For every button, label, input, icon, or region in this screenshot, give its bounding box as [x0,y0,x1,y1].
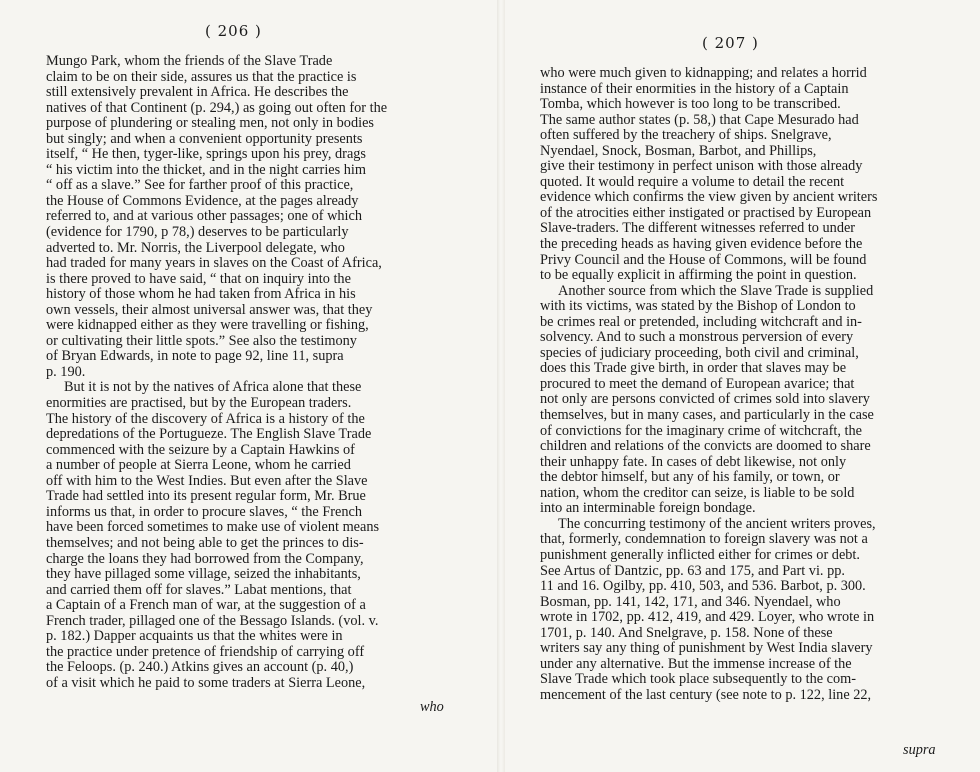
page-number: ( 206 ) [205,22,262,40]
text-line: solvency. And to such a monstrous perversion of every [540,329,854,346]
text-line: “ off as a slave.” See for farther proof of this practice, [46,177,354,194]
text-line: of convictions for the imaginary crime of witchcraft, the [540,422,862,439]
text-line: claim to be on their side, assures us that the practice is [46,68,357,85]
text-line: that, formerly, condemnation to foreign slavery was not a [540,531,868,548]
text-line: Tomba, which however is too long to be transcribed. [540,96,841,113]
text-line: commenced with the seizure by a Captain Hawkins of [46,441,355,458]
text-line: But it is not by the natives of Africa alone that these [64,379,362,396]
text-line: informs us that, in order to procure slaves, “ the French [46,503,363,520]
text-line: Slave Trade which took place subsequently to the com- [540,671,857,688]
text-line: their unhappy fate. In cases of debt likewise, not only [540,453,847,470]
text-line: instance of their enormities in the history of a Captain [540,80,849,97]
text-line: purpose of plundering or stealing men, not only in bodies [46,115,374,132]
page-number: ( 207 ) [702,34,759,52]
text-line: The concurring testimony of the ancient writers proves, [558,515,876,532]
text-line: See Artus of Dantzic, pp. 63 and 175, and Part vi. pp. [540,562,845,579]
text-line: a Captain of a French man of war, at the suggestion of a [46,597,366,614]
text-line: (evidence for 1790, p 78,) deserves to be particularly [46,224,349,241]
text-line: Nyendael, Snock, Bosman, Barbot, and Phillips, [540,142,817,159]
text-line: Privy Council and the House of Commons, will be found [540,251,867,268]
text-line: had traded for many years in slaves on the Coast of Africa, [46,255,382,272]
text-line: quoted. It would require a volume to detail the recent [540,173,845,190]
text-line: often suffered by the treachery of ships. Snelgrave, [540,127,832,144]
text-line: children and relations of the convicts are doomed to share [540,438,871,455]
text-line: charge the loans they had borrowed from the Company, [46,550,364,567]
text-line: The same author states (p. 58,) that Cape Mesurado had [540,111,859,128]
text-line: procured to meet the demand of European avarice; that [540,375,855,392]
text-line: p. 190. [46,363,86,380]
page-text [540,66,938,703]
text-line: of the atrocities either instigated or practised by European [540,204,872,221]
text-line: off with him to the West Indies. But even after the Slave [46,472,368,489]
text-line: is there proved to have said, “ that on inquiry into the [46,270,351,287]
text-line: Bosman, pp. 141, 142, 171, and 346. Nyendael, who [540,593,841,610]
text-line: French trader, pillaged one of the Bessago Islands. (vol. v. [46,612,379,629]
text-line: Slave-traders. The different witnesses referred to under [540,220,856,237]
text-line: punishment generally inflicted either for crimes or debt. [540,546,860,563]
text-line: depredations of the Portugueze. The English Slave Trade [46,426,372,443]
text-line: they have pillaged some village, seized the inhabitants, [46,566,361,583]
text-line: natives of that Continent (p. 294,) as going out often for the [46,99,388,116]
text-line: be crimes real or pretended, including witchcraft and in- [540,313,862,330]
text-line: does this Trade give birth, in order that slaves may be [540,360,847,377]
text-line: enormities are practised, but by the European traders. [46,395,352,412]
text-line: history of those whom he had taken from Africa in his [46,286,356,303]
text-line: of a visit which he paid to some traders at Sierra Leone, [46,674,366,691]
text-line: species of judiciary proceeding, both civil and criminal, [540,344,859,361]
text-line: evidence which confirms the view given by ancient writers [540,189,878,206]
text-line: the debtor himself, but any of his family, or town, or [540,469,840,486]
text-line: who were much given to kidnapping; and relates a horrid [540,65,867,81]
text-line: into an interminable foreign bondage. [540,500,756,517]
right-page [505,0,980,772]
text-line: were kidnapped either as they were travelling or fishing, [46,317,369,334]
text-line: give their testimony in perfect unison with those already [540,158,863,175]
text-line: 11 and 16. Ogilby, pp. 410, 503, and 536. Barbot, p. 300. [540,578,866,595]
text-line: to be equally explicit in affirming the point in question. [540,267,857,284]
text-line: the preceding heads as having given evidence before the [540,236,863,253]
text-line: still extensively prevalent in Africa. He describes the [46,84,349,101]
text-line: but singly; and when a convenient opportunity presents [46,130,363,147]
page-text [46,54,442,691]
text-line: “ his victim into the thicket, and in the night carries him [46,161,367,178]
text-line: nation, whom the creditor can seize, is liable to be sold [540,484,855,501]
text-line: referred to, and at various other passages; one of which [46,208,363,225]
text-line: under any alternative. But the immense increase of the [540,655,852,672]
text-line: The history of the discovery of Africa is a history of the [46,410,365,427]
text-line: mencement of the last century (see note to p. 122, line 22, [540,686,872,703]
text-line: with its victims, was stated by the Bishop of London to [540,298,856,315]
text-line: and carried them off for slaves.” Labat mentions, that [46,581,352,598]
text-line: or cultivating their little spots.” See also the testimony [46,332,357,349]
text-line: of Bryan Edwards, in note to page 92, line 11, supra [46,348,344,365]
text-line: wrote in 1702, pp. 412, 419, and 429. Loyer, who wrote in [540,609,875,626]
text-line: 1701, p. 140. And Snelgrave, p. 158. None of these [540,624,833,641]
text-line: the Feloops. (p. 240.) Atkins gives an account (p. 40,) [46,659,354,676]
text-line: adverted to. Mr. Norris, the Liverpool delegate, who [46,239,345,256]
text-line: a number of people at Sierra Leone, whom he carried [46,457,351,474]
text-line: writers say any thing of punishment by West India slavery [540,640,873,657]
catchword: who [420,699,444,715]
text-line: own vessels, their almost universal answer was, that they [46,301,373,318]
text-line: the practice under pretence of friendship of carrying off [46,643,365,660]
text-line: itself, “ He then, tyger-like, springs upon his prey, drags [46,146,366,163]
text-line: Mungo Park, whom the friends of the Slave Trade [46,53,333,69]
text-line: themselves, but in many cases, and particularly in the case [540,407,874,424]
text-line: Trade had settled into its present regular form, Mr. Brue [46,488,366,505]
text-line: Another source from which the Slave Trade is supplied [558,282,874,299]
text-line: p. 182.) Dapper acquaints us that the whites were in [46,628,343,645]
text-line: have been forced sometimes to make use of violent means [46,519,380,536]
text-line: themselves; and not being able to get the princes to dis- [46,534,364,551]
text-line: the House of Commons Evidence, at the pages already [46,192,359,209]
text-line: not only are persons convicted of crimes sold into slavery [540,391,870,408]
catchword: supra [903,742,936,758]
